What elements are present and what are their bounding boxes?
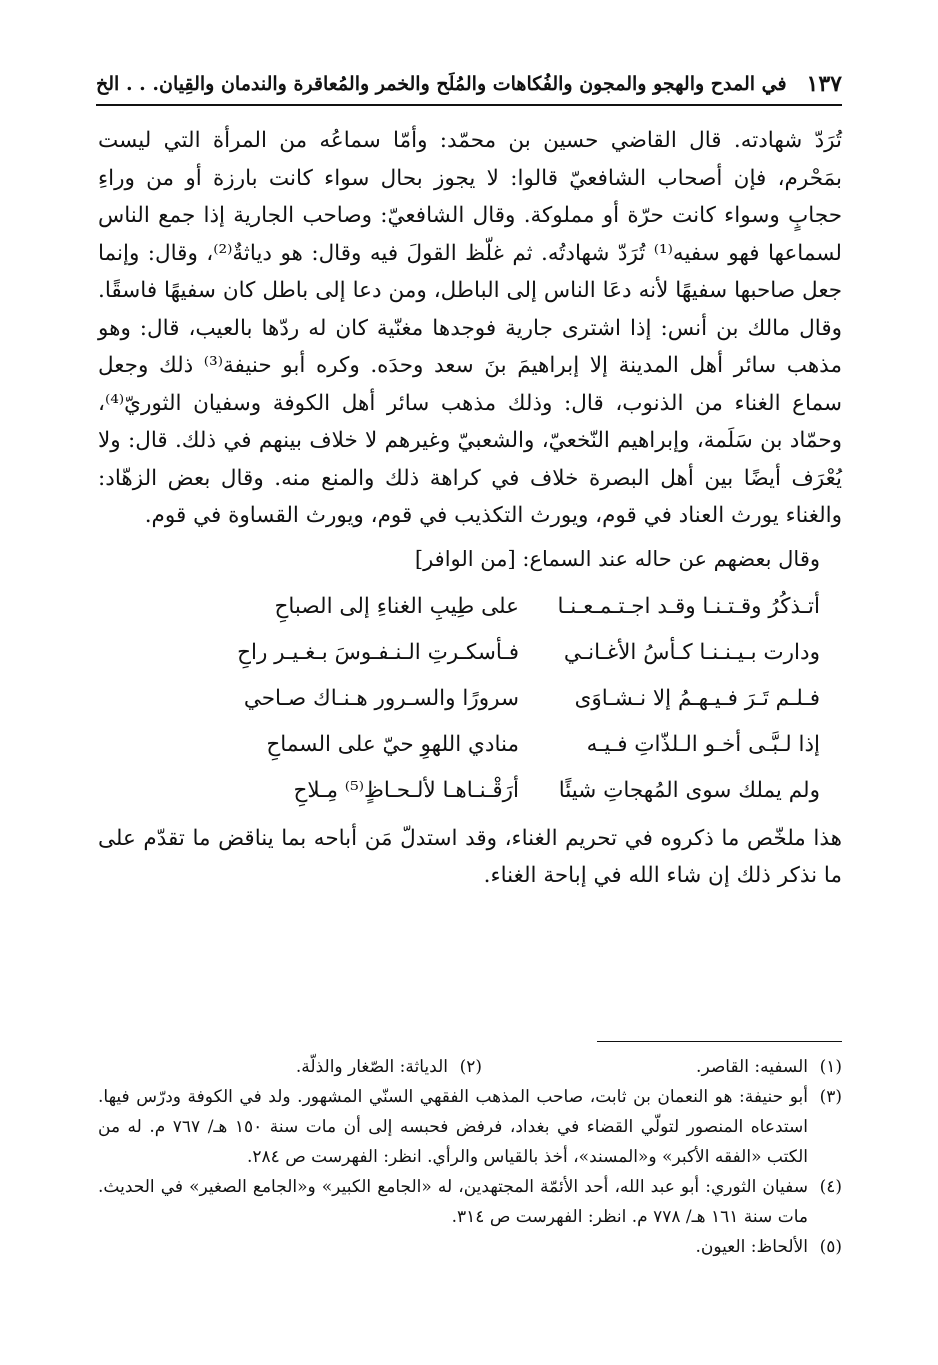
footnotes — [98, 1052, 842, 1262]
footnote-text: السفيه: القاصر. — [696, 1057, 808, 1077]
verse-first-hemistich: إذا لـبَّـى أخـو الـلذّاتِ فـيـه — [586, 731, 820, 757]
footnote-2 — [122, 1052, 482, 1082]
verse-second-hemistich: فـأسكـرتِ الـنـفـوسَ بـغـيـر راحِ — [237, 639, 519, 665]
footnote-divider — [597, 1041, 842, 1042]
header-title: في المدح والهجو والمجون والفُكاهات والمُلَح والخمر والمُعاقرة والندمان والقِيان. . . الخ — [96, 73, 787, 95]
verse — [98, 630, 842, 676]
verse-first-hemistich: أتـذكُرُ وقـتـنـا وقـد اجـتـمـعـنـا — [557, 593, 820, 619]
footnote-number: (١) — [819, 1057, 842, 1077]
verse — [98, 584, 842, 630]
closing-paragraph: هذا ملخّص ما ذكروه في تحريم الغناء، وقد استدلّ مَن أباحه بما يناقض ما تقدّم على ما نذكر ذلك إن شاء الله في إباحة الغناء. — [98, 825, 842, 888]
verse — [98, 722, 842, 768]
verse-second-hemistich: سرورًا والسـرور هـنـاك صـاحي — [243, 685, 519, 711]
verse-second-hemistich: على طِيبِ الغناءِ إلى الصباحِ — [274, 593, 519, 619]
poem — [98, 584, 842, 814]
verse — [98, 676, 842, 722]
footnote-text: سفيان الثوري: أبو عبد الله، أحد الأئمّة المجتهدين، له «الجامع الكبير» و«الجامع الصغير» في الحديث. مات سنة ١٦١ هـ/ ٧٧٨ م. انظر: الفهرست ص ٣١٤. — [98, 1177, 808, 1227]
poem-intro: وقال بعضهم عن حاله عند السماع: [من الوافر] — [414, 546, 820, 571]
footnote-pair — [98, 1052, 842, 1082]
verse-first-hemistich: ولم يملك سوى المُهجاتِ شيئًا — [558, 777, 820, 803]
footnote-text: الدياثة: الصّغار والذلّة. — [295, 1057, 448, 1077]
verse — [98, 768, 842, 814]
footnote-number: (٣) — [819, 1087, 842, 1107]
main-text — [98, 122, 842, 895]
footnote-number: (٤) — [819, 1177, 842, 1197]
running-header — [96, 64, 842, 106]
verse-second-hemistich: أرَقْـنـاهـا لألـحـاظٍ⁽⁵⁾ مِـلاحِ — [293, 777, 519, 803]
footnote-text: الألحاظ: العيون. — [695, 1237, 808, 1257]
footnote-1 — [482, 1052, 842, 1082]
verse-first-hemistich: ودارت بـيـنـنـا كـأسُ الأغـانـي — [563, 639, 820, 665]
paragraph: تُرَدّ شهادته. قال القاضي حسين بن محمّد: وأمّا سماعُه من المرأة التي ليست بمَحْرم، فإن أصحاب الشافعيّ قالوا: لا يجوز بحال سواء كانت بارزة أو من وراءِ حجابٍ وسواء كانت حرّة أو مملوكة. وقال الشافعيّ: وصاحب الجارية إذا جمع الناس لسماعها فهو سفيه⁽¹⁾ تُرَدّ شهادتُه. ثم غلّظ القولَ فيه وقال: هو دياثةٌ⁽²⁾، وقال: وإنما جعل صاحبها سفيهًا لأنه دعَا الناس إلى الباطل، ومن دعا إلى باطل كان سفيهًا فاسقًا. وقال مالك بن أنس: إذا اشترى جارية فوجدها مغنّية كان له ردّها بالعيب، قال: وهو مذهب سائر أهل المدينة إلا إبراهيمَ بنَ سعد وحدَه. وكره أبو حنيفة⁽³⁾ ذلك وجعل سماع الغناء من الذنوب، قال: وذلك مذهب سائر أهل الكوفة وسفيان الثوريّ⁽⁴⁾، وحمّاد بن سَلَمة، وإبراهيم النّخعيّ، والشعبيّ وغيرهم لا خلاف بينهم في ذلك. قال: ولا يُعْرَف أيضًا بين أهل البصرة خلاف في كراهة ذلك والمنع منه. وقال بعض الزهّاد: والغناء يورث العناد في قوم، ويورث التكذيب في قوم، ويورث القساوة في قوم. — [98, 128, 842, 528]
footnote-5 — [98, 1232, 842, 1262]
footnote-number: (٢) — [459, 1057, 482, 1077]
footnote-4 — [98, 1172, 842, 1232]
footnote-text: أبو حنيفة: هو النعمان بن ثابت، صاحب المذهب الفقهي السنّي المشهور. ولد في الكوفة ودرّس فيها. استدعاه المنصور لتولّي القضاء في بغداد، فرفض فحبسه إلى أن مات سنة ١٥٠ هـ/ ٧٦٧ م. له من الكتب «الفقه الأكبر» و«المسند»، أخذ بالقياس والرأي. انظر: الفهرست ص ٢٨٤. — [98, 1087, 809, 1167]
verse-second-hemistich: منادي اللهوِ حيّ على السماحِ — [266, 731, 519, 757]
footnote-number: (٥) — [819, 1237, 842, 1257]
footnote-3 — [98, 1082, 842, 1172]
verse-first-hemistich: فـلـم تَـرَ فـيـهـمُ إلا نـشـاوَى — [574, 685, 820, 711]
page-number: ١٣٧ — [806, 71, 842, 97]
